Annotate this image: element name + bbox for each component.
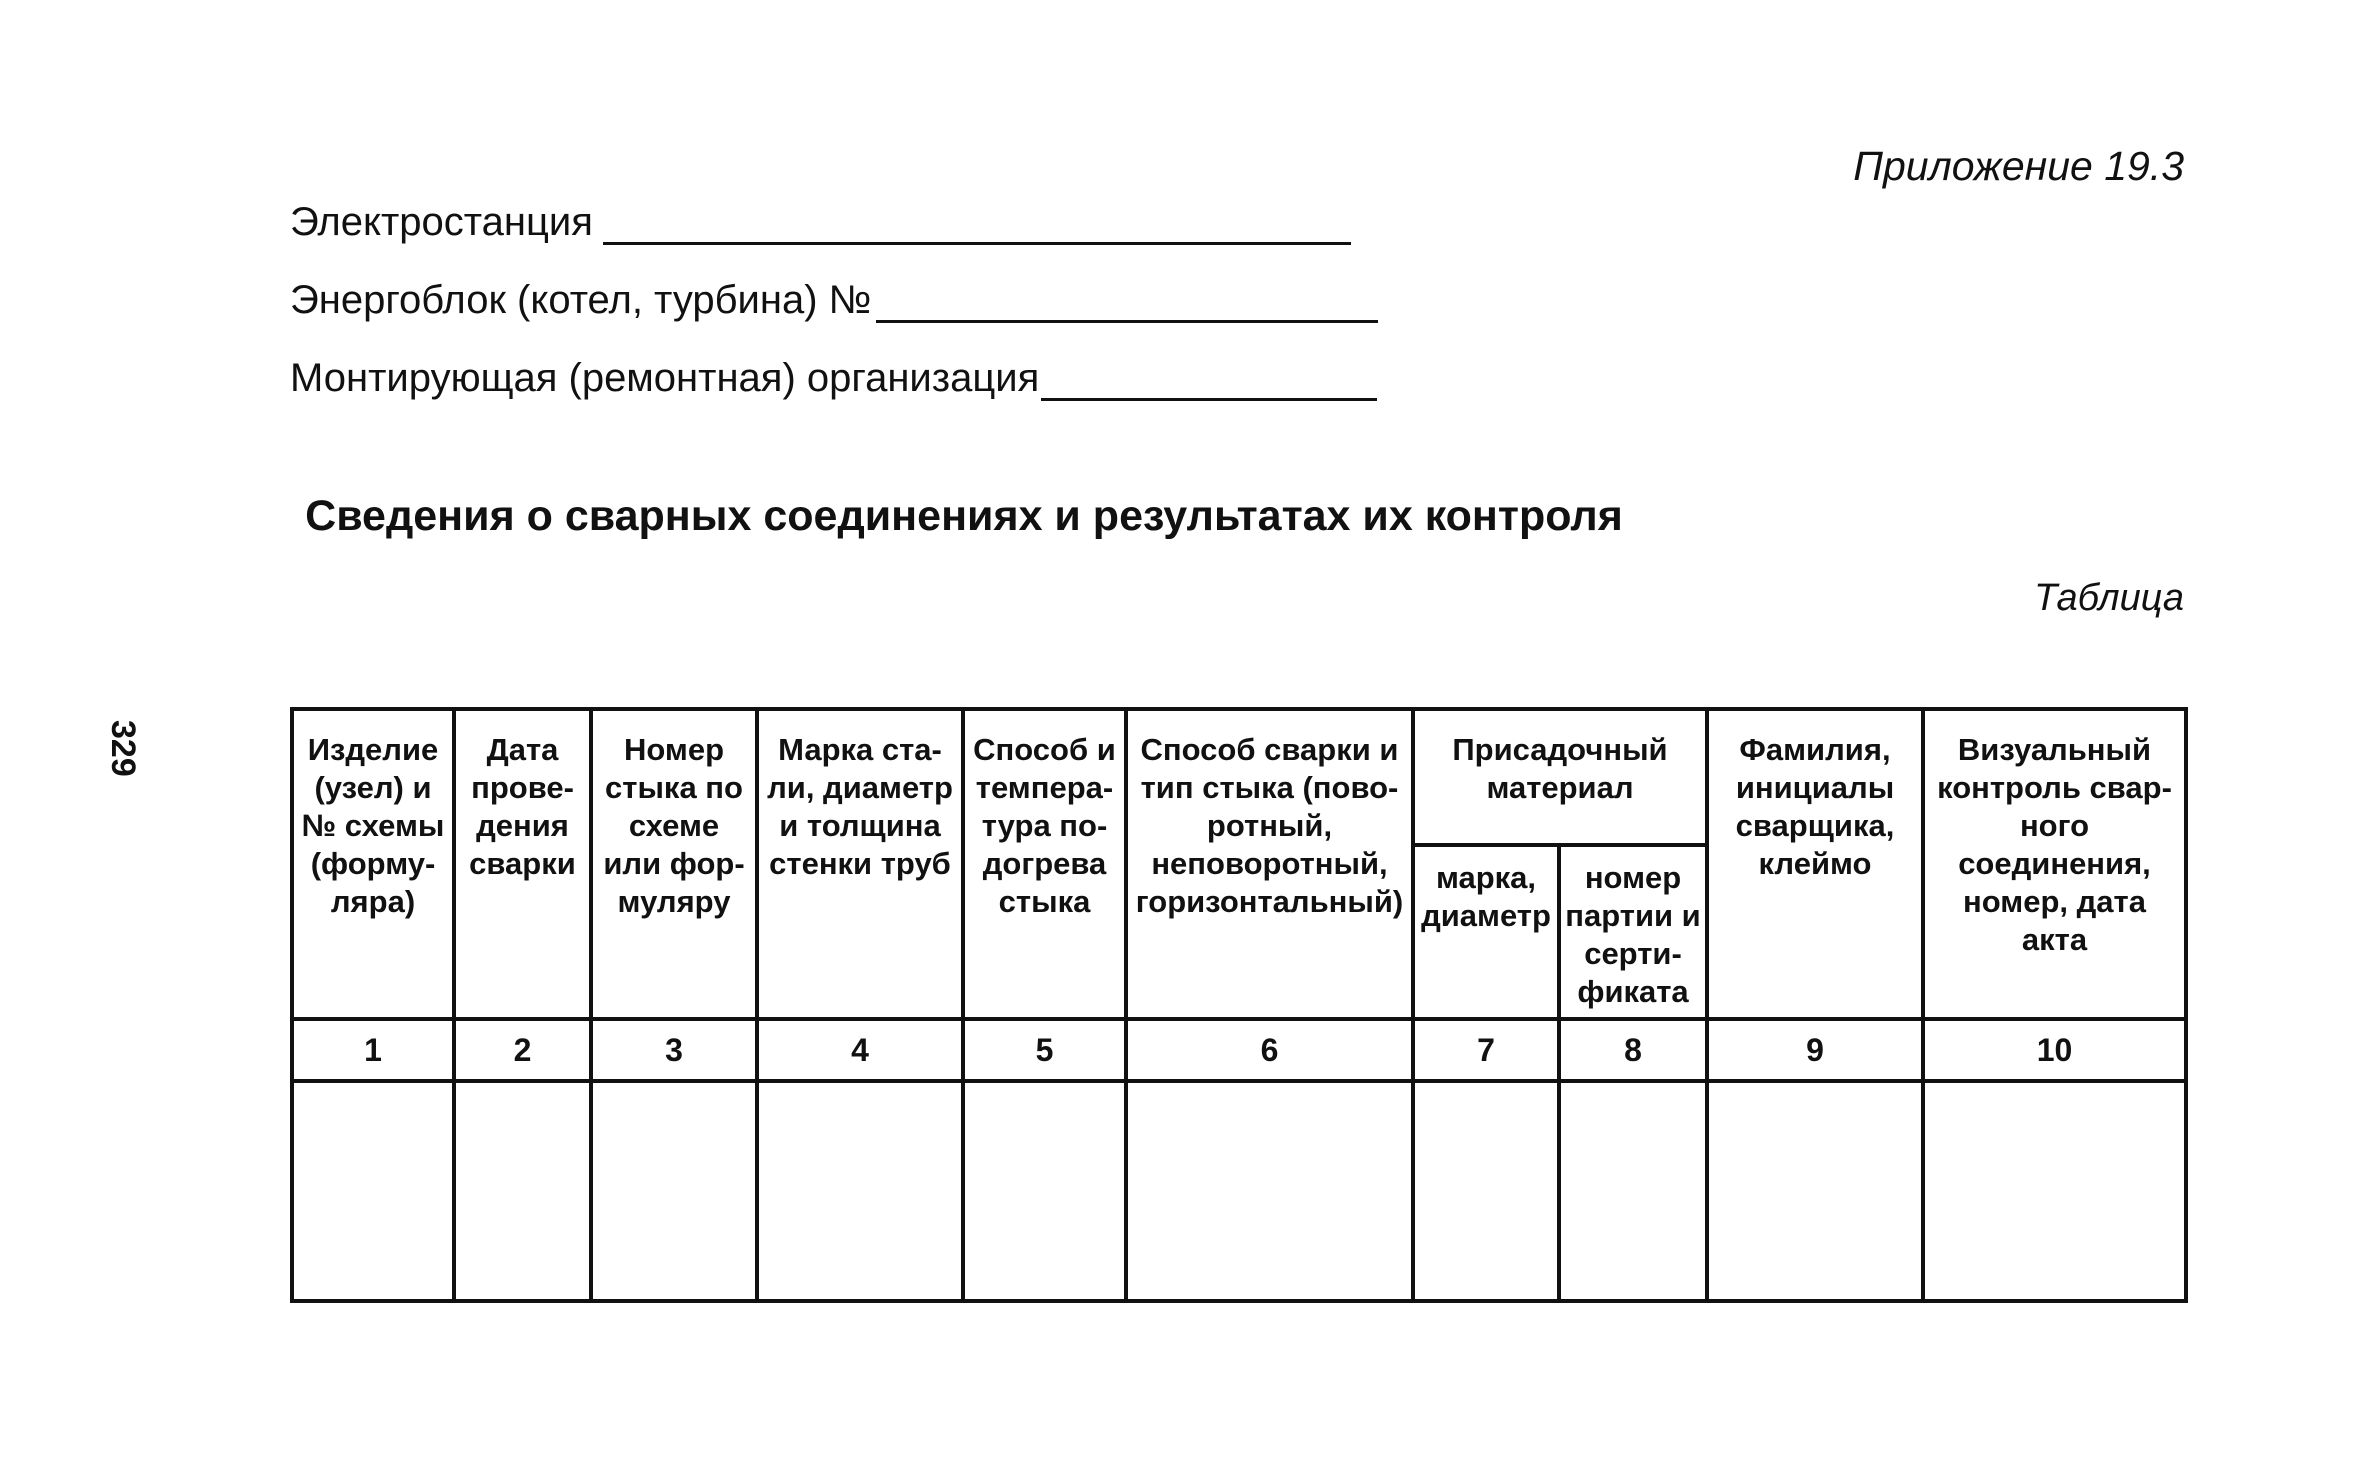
fill-in-line bbox=[876, 284, 1378, 323]
table-cell bbox=[1923, 1081, 2186, 1301]
column-subheader: марка, диаметр bbox=[1413, 845, 1559, 1019]
field-power-unit bbox=[290, 278, 1378, 323]
fill-in-line bbox=[603, 206, 1351, 245]
field-label: Монтирующая (ремонтная) организация bbox=[290, 356, 1040, 400]
table-cell bbox=[963, 1081, 1126, 1301]
table-label: Таблица bbox=[2034, 577, 2184, 619]
table-cell bbox=[1126, 1081, 1413, 1301]
table-cell bbox=[1413, 1081, 1559, 1301]
field-label: Электростанция bbox=[290, 200, 593, 244]
appendix-label: Приложение 19.3 bbox=[1853, 143, 2184, 189]
column-number: 7 bbox=[1413, 1019, 1559, 1081]
table-cell bbox=[1707, 1081, 1923, 1301]
column-number: 2 bbox=[454, 1019, 591, 1081]
column-header: Визуальный контроль свар-ного соединения, номер, дата акта bbox=[1923, 709, 2186, 1019]
column-number: 10 bbox=[1923, 1019, 2186, 1081]
table-row bbox=[292, 1081, 2186, 1301]
column-number: 3 bbox=[591, 1019, 757, 1081]
column-header-group: Присадочный материал bbox=[1413, 709, 1707, 845]
column-header: Номер стыка по схеме или фор-муляру bbox=[591, 709, 757, 1019]
welds-table bbox=[290, 707, 2188, 1303]
column-number: 8 bbox=[1559, 1019, 1707, 1081]
field-power-station bbox=[290, 200, 1351, 245]
table-cell bbox=[591, 1081, 757, 1301]
fill-in-line bbox=[1041, 362, 1377, 401]
field-label: Энергоблок (котел, турбина) № bbox=[290, 278, 872, 322]
field-organization bbox=[290, 356, 1377, 401]
column-header: Дата прове-дения сварки bbox=[454, 709, 591, 1019]
column-header: Способ сварки и тип стыка (пово-ротный, неповоротный, горизонтальный) bbox=[1126, 709, 1413, 1019]
document-title: Сведения о сварных соединениях и результатах их контроля bbox=[305, 492, 1623, 540]
column-number: 1 bbox=[292, 1019, 454, 1081]
table-cell bbox=[757, 1081, 963, 1301]
column-header: Изделие (узел) и № схемы (форму-ляра) bbox=[292, 709, 454, 1019]
column-number: 4 bbox=[757, 1019, 963, 1081]
column-number: 5 bbox=[963, 1019, 1126, 1081]
column-number: 6 bbox=[1126, 1019, 1413, 1081]
column-number-row bbox=[292, 1019, 2186, 1081]
column-header: Фамилия, инициалы сварщика, клеймо bbox=[1707, 709, 1923, 1019]
table-cell bbox=[454, 1081, 591, 1301]
column-number: 9 bbox=[1707, 1019, 1923, 1081]
page-number: 329 bbox=[104, 720, 142, 777]
column-header: Способ и темпера-тура по-догрева стыка bbox=[963, 709, 1126, 1019]
column-subheader: номер партии и серти-фиката bbox=[1559, 845, 1707, 1019]
table-cell bbox=[292, 1081, 454, 1301]
table-header-row bbox=[292, 709, 2186, 845]
column-header: Марка ста-ли, диаметр и толщина стенки труб bbox=[757, 709, 963, 1019]
table-cell bbox=[1559, 1081, 1707, 1301]
